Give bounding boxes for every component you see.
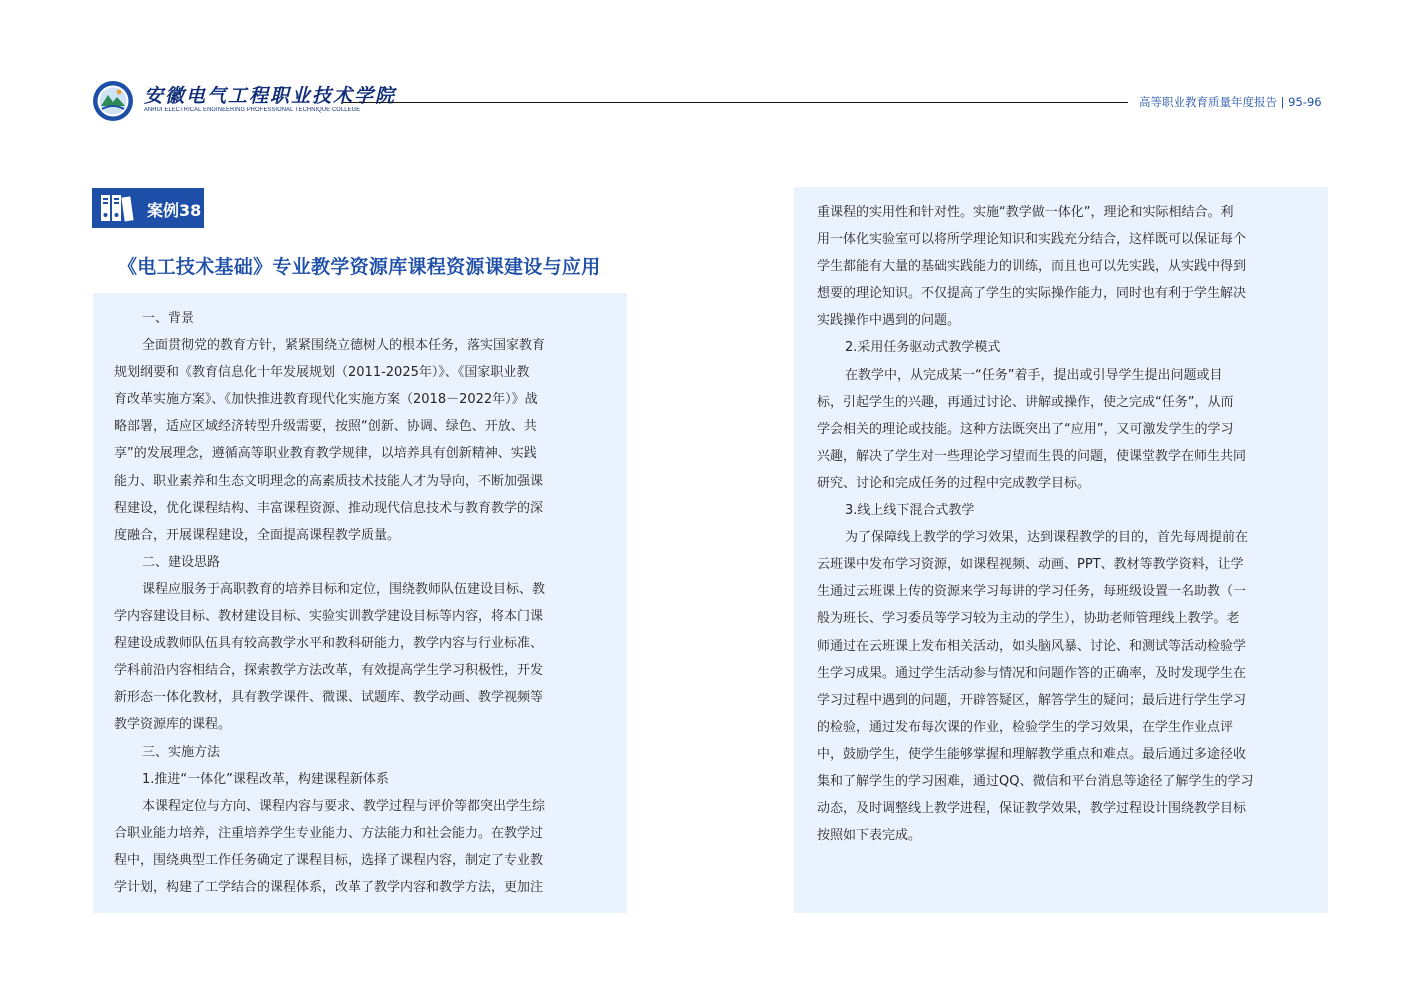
college-logo-icon xyxy=(92,80,134,122)
left-body-text xyxy=(114,305,614,901)
subsection-heading-3: 3.线上线下混合式教学 xyxy=(845,503,975,519)
section-heading-implementation: 三、实施方法 xyxy=(142,744,221,760)
books-icon xyxy=(100,193,134,223)
subsection-heading-1: 1.推进“一体化”课程改革，构建课程新体系 xyxy=(142,771,389,787)
college-name-en: ANHUI ELECTRICAL ENGINEERING PROFESSIONAL TECHNIQUE COLLEGE xyxy=(144,107,361,113)
page-header xyxy=(0,0,1421,130)
paragraph-line: 程建设，优化课程结构、丰富课程资源、推动现代信息技术与教育教学的深 xyxy=(114,500,544,516)
case-title: 《电工技术基础》专业教学资源库课程资源课建设与应用 xyxy=(118,256,601,278)
paragraph-line: 教学资源库的课程。 xyxy=(114,717,232,733)
paragraph-line: 研究、讨论和完成任务的过程中完成教学目标。 xyxy=(817,475,1091,491)
paragraph-line: 生学习成果。通过学生活动参与情况和问题作答的正确率，及时发现学生在 xyxy=(817,665,1247,681)
paragraph-line: 享”的发展理念，遵循高等职业教育教学规律，以培养具有创新精神、实践 xyxy=(114,446,537,462)
right-body-text xyxy=(817,199,1317,849)
paragraph-line: 合职业能力培养，注重培养学生专业能力、方法能力和社会能力。在教学过 xyxy=(114,825,544,841)
left-text-panel xyxy=(93,293,627,913)
paragraph-line: 课程应服务于高职教育的培养目标和定位，围绕教师队伍建设目标、教 xyxy=(142,581,546,597)
paragraph-line: 规划纲要和《教育信息化十年发展规划（2011-2025年）》、《国家职业教 xyxy=(114,365,530,381)
paragraph-line: 学生都能有大量的基础实践能力的训练，而且也可以先实践，从实践中得到 xyxy=(817,259,1247,275)
paragraph-line: 在教学中，从完成某一“任务”着手，提出或引导学生提出问题或目 xyxy=(845,367,1223,383)
paragraph-line: 师通过在云班课上发布相关活动，如头脑风暴、讨论、和测试等活动检验学 xyxy=(817,638,1247,654)
paragraph-line: 程中，围绕典型工作任务确定了课程目标，选择了课程内容，制定了专业教 xyxy=(114,852,544,868)
paragraph-line: 度融合，开展课程建设，全面提高课程教学质量。 xyxy=(114,527,401,543)
paragraph-line: 生通过云班课上传的资源来学习每讲的学习任务，每班级设置一名助教（一 xyxy=(817,584,1247,600)
paragraph-line: 按照如下表完成。 xyxy=(817,828,922,844)
section-heading-background: 一、背景 xyxy=(142,311,195,326)
paragraph-line: 学会相关的理论或技能。这种方法既突出了“应用”，又可激发学生的学习 xyxy=(817,421,1234,437)
case-badge xyxy=(92,188,204,228)
paragraph-line: 想要的理论知识。不仅提高了学生的实际操作能力，同时也有利于学生解决 xyxy=(817,286,1247,302)
college-brand xyxy=(144,86,396,113)
paragraph-line: 学习过程中遇到的问题，开辟答疑区，解答学生的疑问；最后进行学生学习 xyxy=(817,692,1247,708)
paragraph-line: 重课程的实用性和针对性。实施“教学做一体化”，理论和实际相结合。利 xyxy=(817,205,1234,220)
paragraph-line: 育改革实施方案》、《加快推进教育现代化实施方案（2018－2022年）》战 xyxy=(114,392,538,408)
paragraph-line: 学计划，构建了工学结合的课程体系，改革了教学内容和教学方法，更加注 xyxy=(114,879,544,895)
right-text-panel xyxy=(794,187,1328,913)
paragraph-line: 本课程定位与方向、课程内容与要求、教学过程与评价等都突出学生综 xyxy=(142,798,546,814)
paragraph-line: 云班课中发布学习资源，如课程视频、动画、PPT、教材等教学资料，让学 xyxy=(817,557,1244,573)
paragraph-line: 全面贯彻党的教育方针，紧紧围绕立德树人的根本任务，落实国家教育 xyxy=(142,338,546,354)
paragraph-line: 略部署，适应区域经济转型升级需要，按照“创新、协调、绿色、开放、共 xyxy=(114,419,537,435)
report-title-page-number: 高等职业教育质量年度报告 | 95-96 xyxy=(1139,95,1322,109)
paragraph-line: 集和了解学生的学习困难，通过QQ、微信和平台消息等途径了解学生的学习 xyxy=(817,773,1254,789)
paragraph-line: 般为班长、学习委员等学习较为主动的学生），协助老师管理线上教学。老 xyxy=(817,611,1240,627)
paragraph-line: 程建设成教师队伍具有较高教学水平和教科研能力，教学内容与行业标准、 xyxy=(114,636,544,652)
section-heading-approach: 二、建设思路 xyxy=(142,554,221,570)
paragraph-line: 中，鼓励学生，使学生能够掌握和理解教学重点和难点。最后通过多途径收 xyxy=(817,746,1247,762)
paragraph-line: 学科前沿内容相结合，探索教学方法改革，有效提高学生学习积极性，开发 xyxy=(114,663,544,679)
paragraph-line: 用一体化实验室可以将所学理论知识和实践充分结合，这样既可以保证每个 xyxy=(817,232,1247,248)
paragraph-line: 的检验，通过发布每次课的作业，检验学生的学习效果，在学生作业点评 xyxy=(817,719,1234,735)
header-divider xyxy=(342,102,1128,103)
case-label: 案例38 xyxy=(147,201,202,220)
paragraph-line: 兴趣，解决了学生对一些理论学习望而生畏的问题，使课堂教学在师生共同 xyxy=(817,448,1247,464)
subsection-heading-2: 2.采用任务驱动式教学模式 xyxy=(845,340,1001,356)
paragraph-line: 动态，及时调整线上教学进程，保证教学效果，教学过程设计围绕教学目标 xyxy=(817,801,1247,817)
paragraph-line: 实践操作中遇到的问题。 xyxy=(817,313,961,329)
paragraph-line: 学内容建设目标、教材建设目标、实验实训教学建设目标等内容，将本门课 xyxy=(114,609,544,625)
college-name-cn: 安徽电气工程职业技术学院 xyxy=(144,85,397,107)
paragraph-line: 为了保障线上教学的学习效果，达到课程教学的目的，首先每周提前在 xyxy=(845,530,1249,546)
paragraph-line: 标，引起学生的兴趣，再通过讨论、讲解或操作，使之完成“任务”，从而 xyxy=(817,394,1234,410)
paragraph-line: 新形态一体化教材，具有教学课件、微课、试题库、教学动画、教学视频等 xyxy=(114,690,544,706)
paragraph-line: 能力、职业素养和生态文明理念的高素质技术技能人才为导向，不断加强课 xyxy=(114,473,544,489)
